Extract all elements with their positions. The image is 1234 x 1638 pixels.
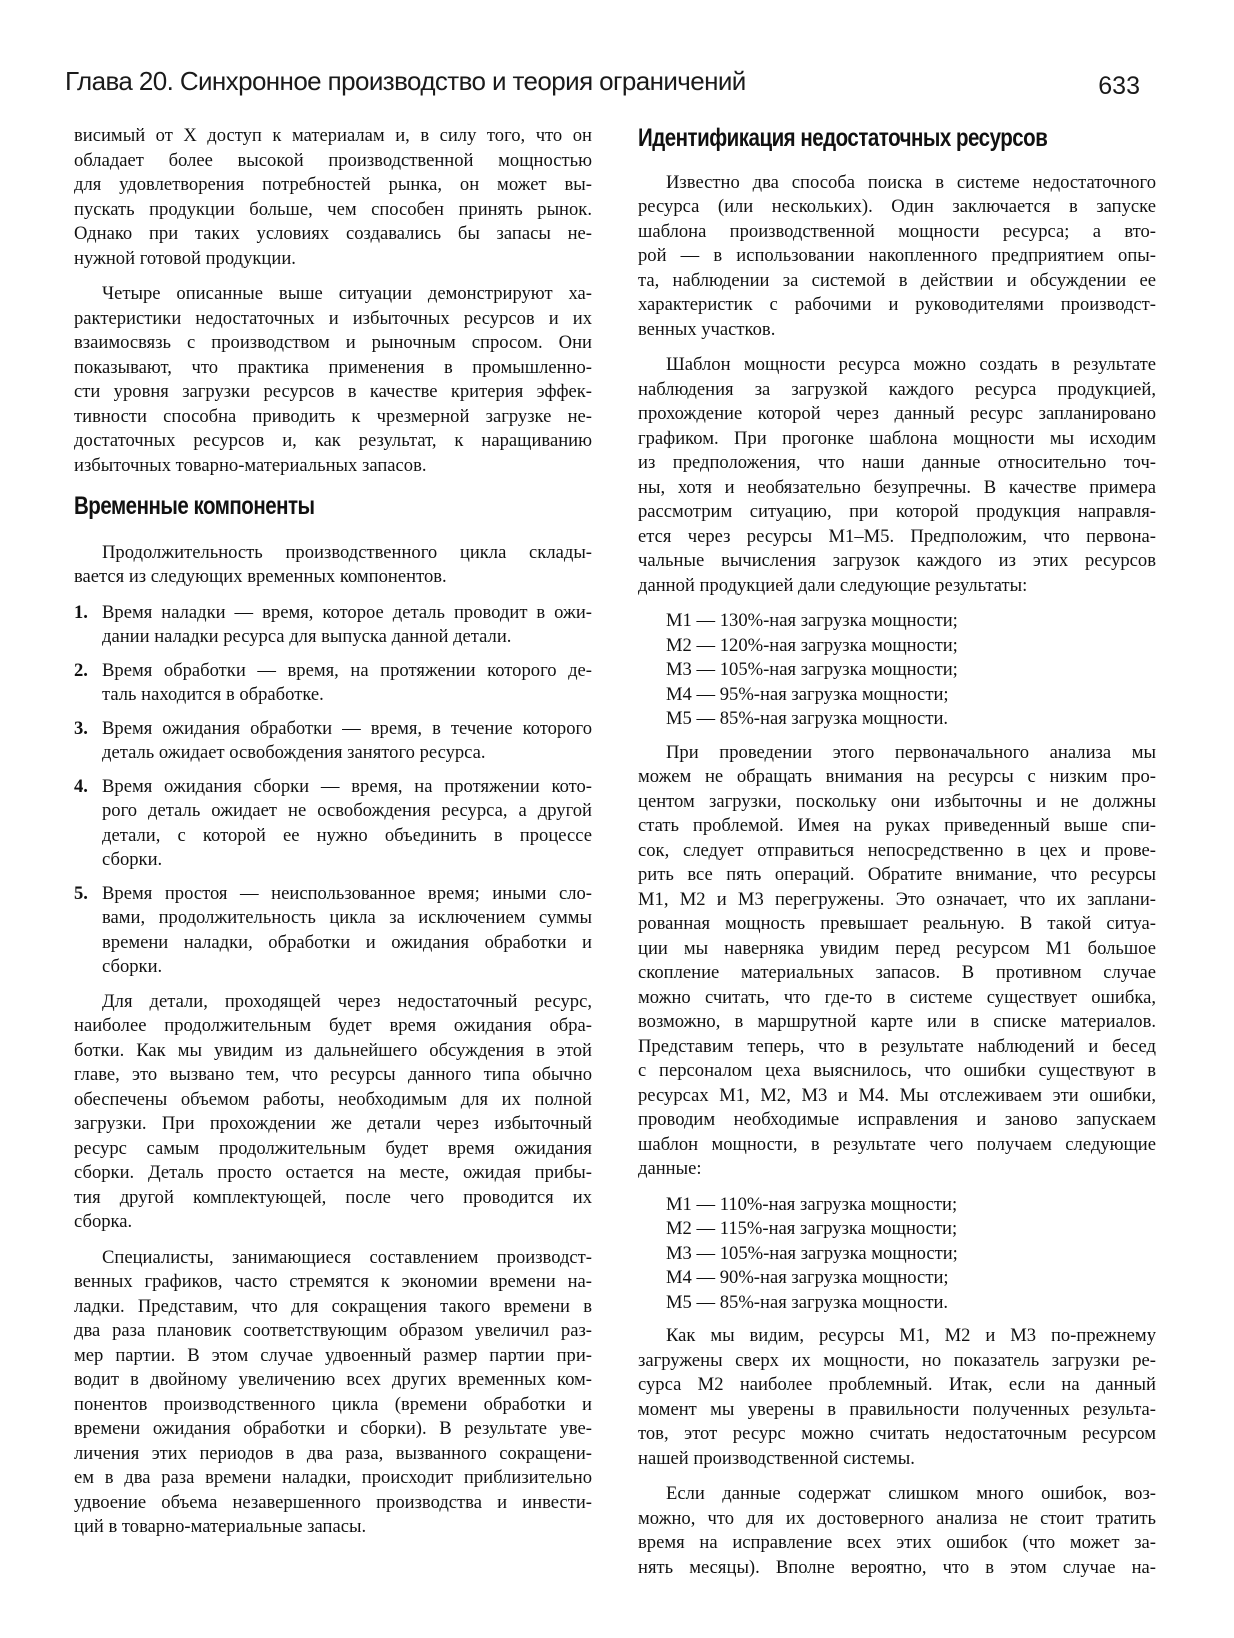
text-line: сборки. [102, 849, 163, 870]
text-line: тов, этот ресурс можно считать недостаточным ресурсом [638, 1423, 1156, 1444]
text-line: таль находится в обработке. [102, 684, 324, 705]
list-number: 3. [74, 717, 88, 739]
load-entry: M3 — 105%-ная загрузка мощности; [666, 1242, 958, 1264]
text-line: детали, с которой ее нужно объединить в процессе [102, 824, 592, 846]
text-line: ций в товарно-материальные запасы. [74, 1516, 367, 1537]
load-entry: M5 — 85%-ная загрузка мощности. [666, 708, 949, 729]
text-line: графиком. При прогонке шаблона мощности мы исходим [638, 427, 1156, 449]
text-line: Известно два способа поиска в системе недостаточного [666, 171, 1156, 193]
text-line: рить все пять операций. Обратите внимание, что ресурсы [638, 864, 1156, 885]
load-entry: M1 — 110%-ная загрузка мощности; [666, 1193, 958, 1215]
text-line: Если данные содержат слишком много ошибок, воз- [666, 1483, 1156, 1504]
right-column [638, 124, 1156, 1591]
text-line: При проведении этого первоначального анализа мы [666, 741, 1156, 763]
text-line: можно, что для их достоверного анализа не стоит тратить [638, 1507, 1156, 1529]
text-line: Время ожидания обработки — время, в течение которого [102, 717, 592, 739]
text-line: водит в двойному увеличению всех других временных ком- [74, 1369, 592, 1390]
text-line: характеристик с рабочими и руководителями производст- [638, 294, 1156, 315]
text-line: понентов производственного цикла (времени обработки и [74, 1393, 592, 1415]
text-line: времени наладки, обработки и ожидания обработки и [102, 931, 592, 953]
text-line: Представим теперь, что в результате наблюдений и бесед [638, 1035, 1156, 1057]
text-line: загружены сверх их мощности, но показатель загрузки ре- [638, 1349, 1156, 1371]
text-line: ресурса (или нескольких). Один заключается в запуске [638, 196, 1156, 217]
text-line: сок, следует отправиться непосредственно в цех и прове- [638, 839, 1156, 861]
text-line: Специалисты, занимающиеся составлением производст- [102, 1246, 592, 1268]
text-line: сборки. Деталь просто остается на месте, ожидая прибы- [74, 1162, 592, 1183]
section-heading: Идентификация недостаточных ресурсов [638, 124, 1048, 152]
text-line: сурса M2 наиболее проблемный. Итак, если на данный [638, 1374, 1156, 1395]
text-line: Однако при таких условиях создавались бы запасы не- [74, 223, 592, 244]
text-line: наиболее продолжительным будет время ожидания обра- [74, 1015, 592, 1036]
paragraph [74, 282, 592, 478]
text-line: сборка. [74, 1211, 133, 1232]
text-line: избыточных товарно-материальных запасов. [74, 454, 427, 476]
list-item [74, 775, 592, 873]
paragraph [638, 741, 1156, 1182]
text-line: M1, M2 и M3 перегружены. Это означает, что их заплани- [638, 888, 1156, 910]
text-line: взаимосвязь с производством и рыночным спросом. Они [74, 332, 592, 353]
text-line: рого деталь ожидает не освобождения ресурса, а другой [102, 800, 592, 821]
text-line: ресурсах M1, M2, M3 и M4. Мы отслеживаем эти ошибки, [638, 1084, 1156, 1106]
text-line: данные: [638, 1158, 702, 1179]
list-number: 5. [74, 882, 88, 904]
text-line: Время наладки — время, которое деталь проводит в ожи- [102, 601, 592, 623]
text-line: можем не обращать внимания на ресурсы с низким про- [638, 766, 1156, 787]
text-line: рованная мощность превышает реальную. В такой ситуа- [638, 913, 1156, 934]
text-line: времени ожидания обработки и сборки). В результате уве- [74, 1418, 592, 1439]
text-line: дании наладки ресурса для выпуска данной детали. [102, 626, 512, 647]
text-line: шаблона производственной мощности ресурса; а вто- [638, 220, 1156, 242]
text-line: венных участков. [638, 318, 776, 340]
paragraph [74, 1246, 592, 1540]
text-line: чальные вычисления загрузок каждого из этих ресурсов [638, 550, 1156, 571]
text-line: тивности способна приводить к чрезмерной загрузке не- [74, 405, 592, 427]
running-head: Глава 20. Синхронное производство и теория ограничений [65, 66, 746, 96]
text-line: центом загрузки, поскольку они избыточны и не должны [638, 790, 1156, 812]
text-line: та, наблюдении за системой в действии и обсуждении ее [638, 269, 1156, 291]
paragraph [638, 171, 1156, 343]
load-entry: M3 — 105%-ная загрузка мощности; [666, 659, 958, 680]
text-line: ресурс самым продолжительным будет время ожидания [74, 1137, 592, 1159]
text-line: нять месяцы). Вполне вероятно, что в этом случае на- [638, 1556, 1156, 1578]
load-entry: M4 — 95%-ная загрузка мощности; [666, 683, 949, 705]
paragraph [638, 353, 1156, 598]
text-line: сти уровня загрузки ресурсов в качестве критерия эффек- [74, 381, 592, 402]
text-line: стать проблемой. Имея на руках приведенный выше спи- [638, 815, 1156, 836]
text-line: прохождение которой через данный ресурс запланировано [638, 403, 1156, 424]
paragraph [638, 1482, 1156, 1580]
text-line: ем в два раза времени наладки, происходит приблизительно [74, 1467, 592, 1488]
text-line: нашей производственной системы. [638, 1447, 915, 1469]
text-line: возможно, в маршрутной карте или в списке материалов. [638, 1011, 1156, 1032]
text-line: нужной готовой продукции. [74, 247, 296, 269]
text-line: Как мы видим, ресурсы M1, M2 и M3 по-прежнему [666, 1325, 1156, 1346]
text-line: ботки. Как мы увидим из дальнейшего обсуждения в этой [74, 1039, 592, 1061]
list-item [74, 717, 592, 766]
text-line: Время ожидания сборки — время, на протяжении кото- [102, 775, 592, 797]
text-line: ется через ресурсы M1–M5. Предположим, что первона- [638, 525, 1156, 547]
paragraph [638, 1324, 1156, 1471]
load-entry: M1 — 130%-ная загрузка мощности; [666, 610, 958, 631]
text-line: достаточных ресурсов и, как результат, к наращиванию [74, 430, 592, 451]
text-line: главе, это вызвано тем, что ресурсы данного типа обычно [74, 1064, 592, 1085]
text-line: рой — в использовании накопленного предприятием опы- [638, 245, 1156, 266]
text-line: вается из следующих временных компонентов. [74, 566, 447, 587]
list-item [74, 882, 592, 980]
text-line: обеспечены объемом работы, необходимым для их полной [74, 1088, 592, 1110]
text-line: Для детали, проходящей через недостаточный ресурс, [102, 990, 592, 1012]
load-entry: M4 — 90%-ная загрузка мощности; [666, 1267, 949, 1288]
paragraph [74, 990, 592, 1235]
text-line: время на исправление всех этих ошибок (что может за- [638, 1532, 1156, 1553]
load-list [666, 609, 1156, 732]
list-item [74, 601, 592, 650]
text-line: рассмотрим ситуацию, при которой продукция направля- [638, 501, 1156, 522]
text-line: скопление материальных запасов. В противном случае [638, 962, 1156, 983]
text-line: мер партии. В этом случае удвоенный размер партии при- [74, 1344, 592, 1366]
text-line: удвоение объема незавершенного производства и инвести- [74, 1491, 592, 1513]
section-heading: Временные компоненты [74, 492, 315, 520]
text-line: сборки. [102, 956, 163, 977]
text-line: для удовлетворения потребностей рынка, он может вы- [74, 174, 592, 195]
text-line: данной продукцией дали следующие результаты: [638, 574, 1028, 596]
text-line: момент мы уверены в правильности полученных результа- [638, 1398, 1156, 1420]
text-line: личения этих периодов в два раза, вызванного сокращени- [74, 1442, 592, 1464]
text-line: деталь ожидает освобождения занятого ресурса. [102, 742, 486, 763]
list-number: 1. [74, 601, 88, 623]
load-entry: M5 — 85%-ная загрузка мощности. [666, 1291, 949, 1313]
text-line: пускать продукции больше, чем способен принять рынок. [74, 198, 592, 220]
text-line: наблюдения за загрузкой каждого ресурса продукцией, [638, 378, 1156, 400]
list-item [74, 659, 592, 708]
text-line: с персоналом цеха выяснилось, что ошибки существуют в [638, 1060, 1156, 1081]
text-line: показывают, что практика применения в промышленно- [74, 356, 592, 378]
text-line: загрузки. При прохождении же детали через избыточный [74, 1113, 592, 1134]
text-line: шаблон мощности, в результате чего получаем следующие [638, 1133, 1156, 1155]
text-line: Продолжительность производственного цикла склады- [102, 541, 592, 563]
numbered-list [74, 601, 592, 980]
text-line: два раза плановик соответствующим образом увеличил раз- [74, 1320, 592, 1341]
left-column [74, 124, 592, 1551]
text-line: Четыре описанные выше ситуации демонстрируют ха- [102, 283, 592, 304]
page-number: 633 [1098, 72, 1140, 100]
text-line: из предположения, что наши данные относительно точ- [638, 452, 1156, 473]
text-line: Время обработки — время, на протяжении которого де- [102, 659, 592, 681]
text-line: рактеристики недостаточных и избыточных ресурсов и их [74, 307, 592, 329]
load-entry: M2 — 115%-ная загрузка мощности; [666, 1218, 958, 1239]
text-line: Время простоя — неиспользованное время; иными сло- [102, 882, 592, 904]
text-line: венных графиков, часто стремятся к экономии времени на- [74, 1271, 592, 1292]
text-line: Шаблон мощности ресурса можно создать в результате [666, 354, 1156, 375]
paragraph [74, 541, 592, 590]
list-number: 2. [74, 659, 88, 681]
load-entry: M2 — 120%-ная загрузка мощности; [666, 634, 958, 656]
text-line: проводим необходимые исправления и заново запускаем [638, 1109, 1156, 1130]
load-list [666, 1193, 1156, 1316]
text-line: висимый от X доступ к материалам и, в силу того, что он [74, 125, 592, 146]
text-line: ны, хотя и необязательно безупречны. В качестве примера [638, 476, 1156, 498]
text-line: обладает более высокой производственной мощностью [74, 149, 592, 171]
text-line: можно считать, что где-то в системе существует ошибка, [638, 986, 1156, 1008]
text-line: ладки. Представим, что для сокращения такого времени в [74, 1295, 592, 1317]
text-line: вами, продолжительность цикла за исключением суммы [102, 907, 592, 928]
text-line: ции мы наверняка увидим перед ресурсом M1 большое [638, 937, 1156, 959]
paragraph [74, 124, 592, 271]
list-number: 4. [74, 775, 88, 797]
text-line: тия другой комплектующей, после чего проводится их [74, 1186, 592, 1208]
